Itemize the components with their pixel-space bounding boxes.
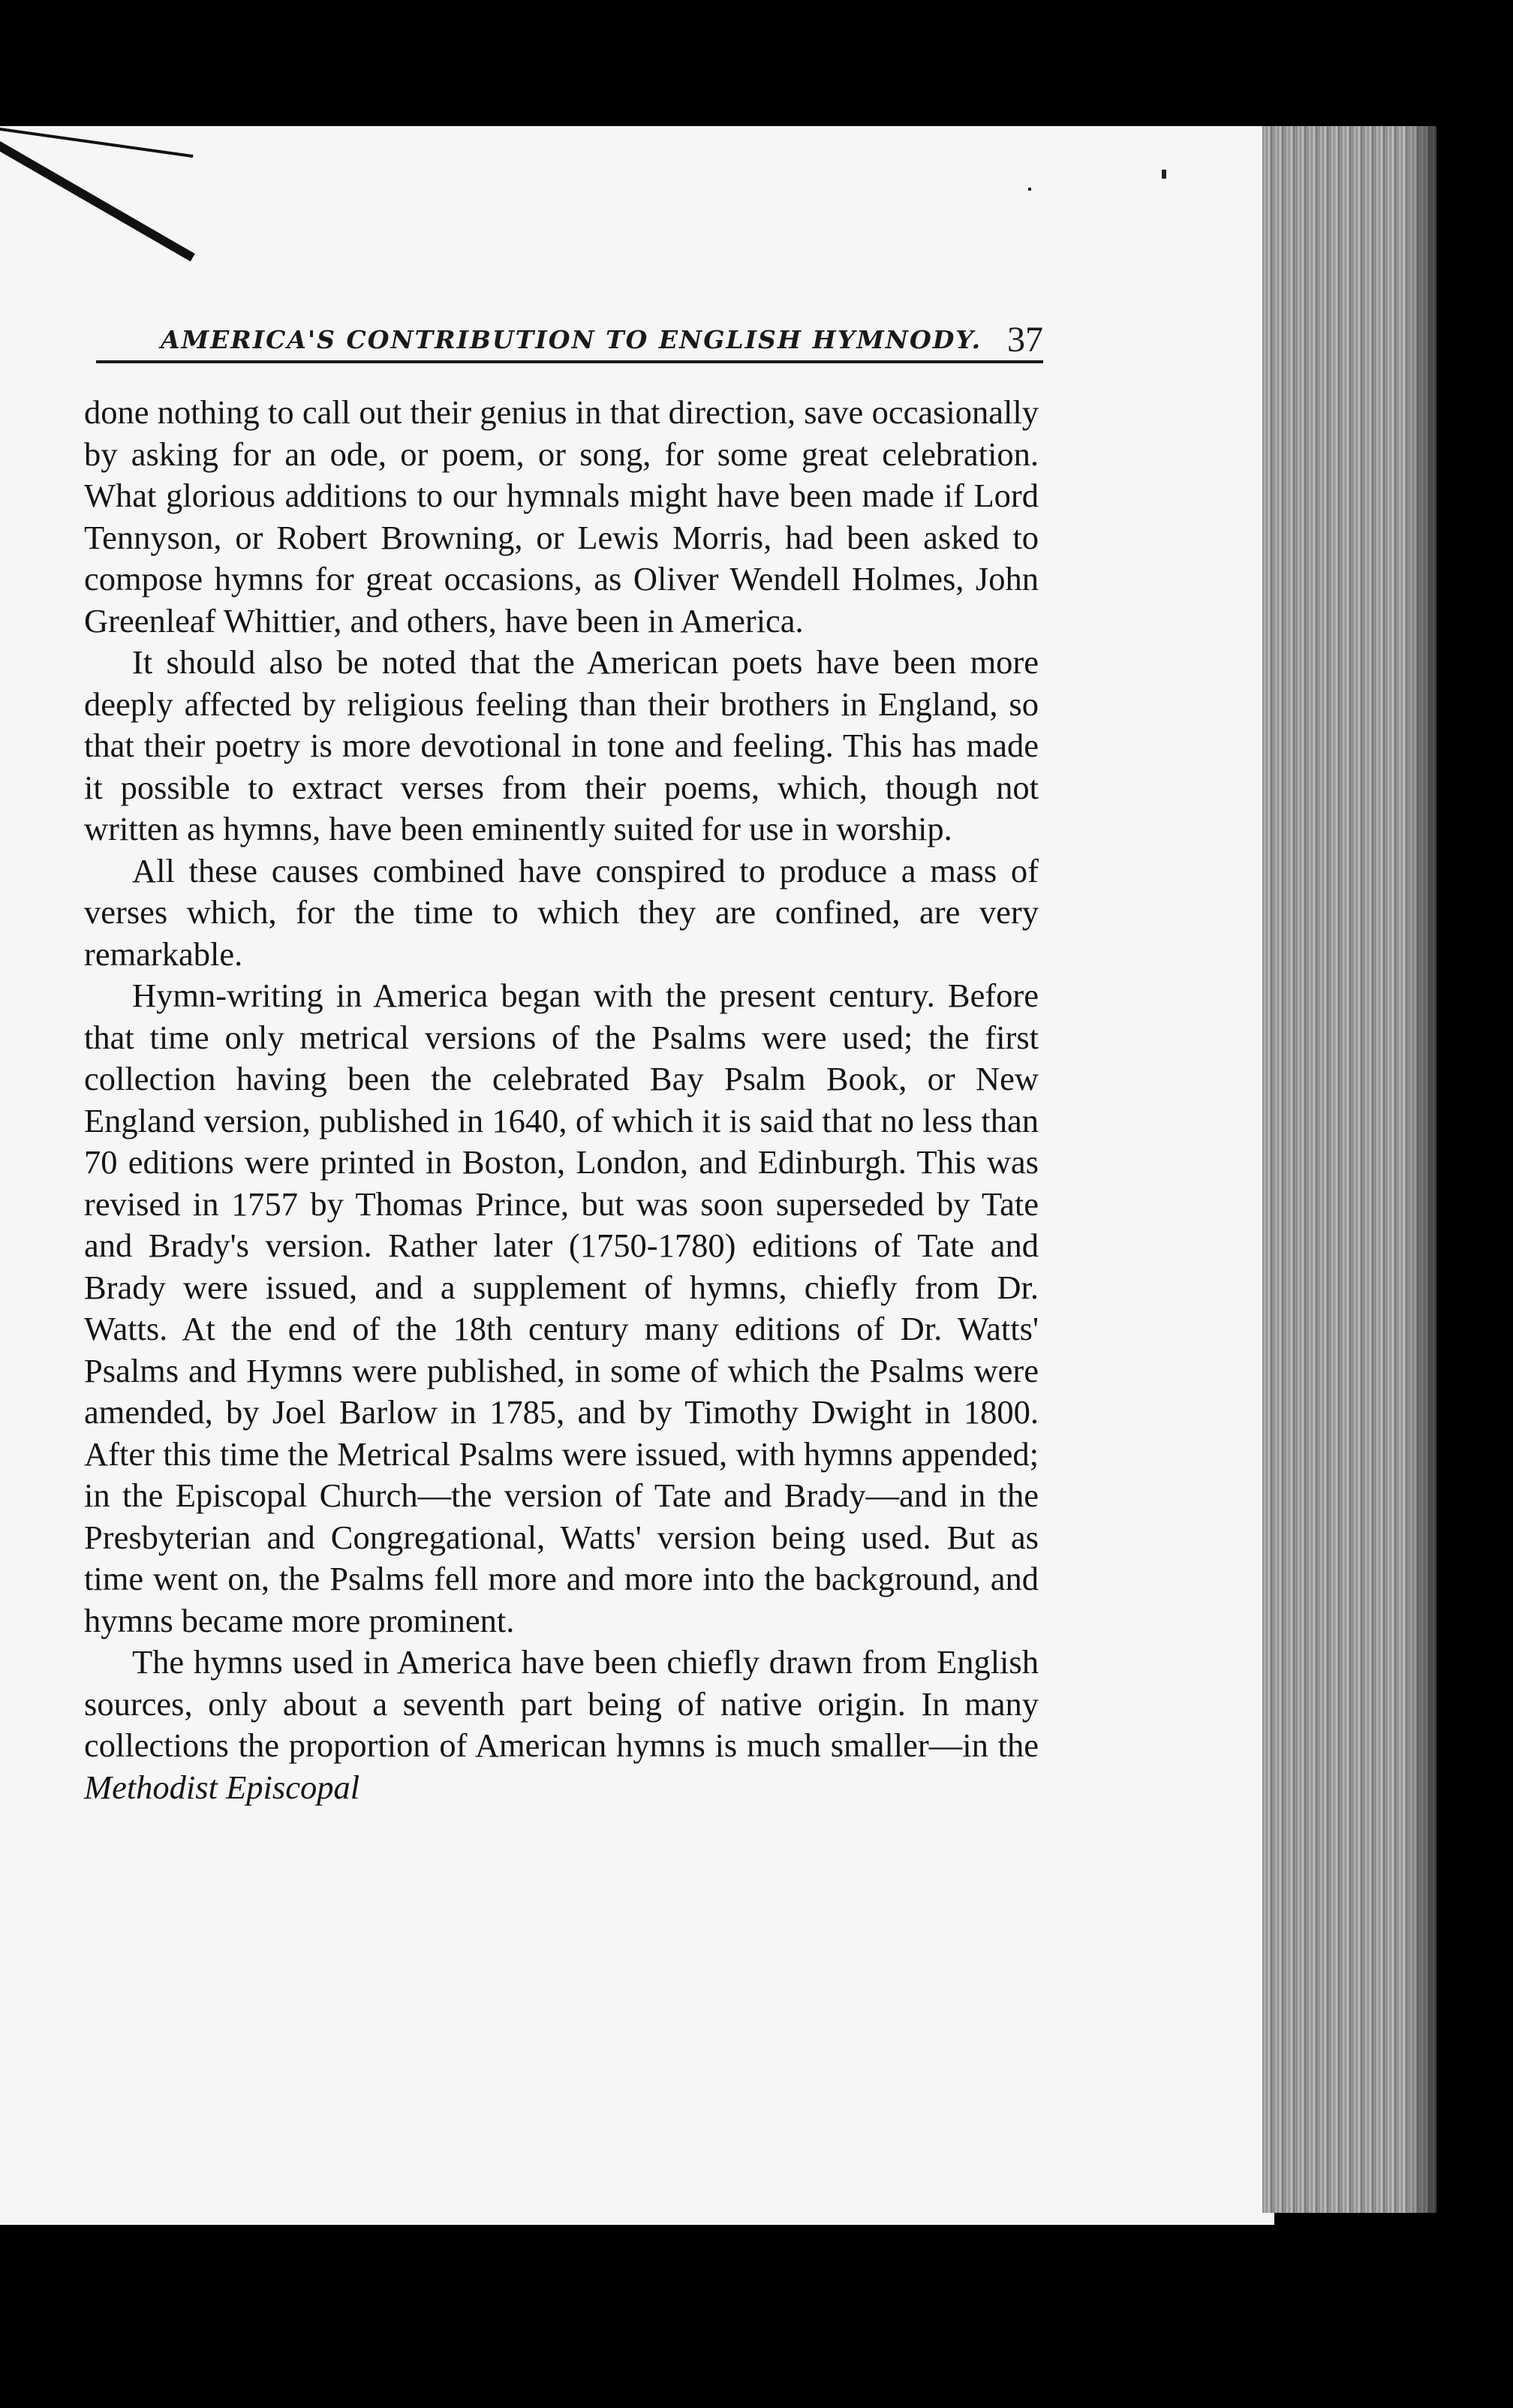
paragraph-5 xyxy=(84,1642,1039,1808)
paragraph-5-italic-tail: Methodist Episcopal xyxy=(84,1768,360,1806)
paragraph-1: done nothing to call out their genius in that direction, save occasionally by asking for an ode, or poem, or song, for some great celebration. What glorious additions to our hymnals might have been made if Lord Tennyson, or Robert Browning, or Lewis Morris, had been asked to compose hymns for great occasions, as Oliver Wendell Holmes, John Greenleaf Whittier, and others, have been in America. xyxy=(84,393,1039,640)
dust-speck xyxy=(1028,188,1031,191)
fold-line xyxy=(0,141,195,261)
body-text xyxy=(84,392,1039,1808)
paragraph-3: All these causes combined have conspired to produce a mass of verses which, for the time to which they are confined, are very remarkable. xyxy=(84,851,1039,973)
paragraph-2: It should also be noted that the American poets have been more deeply affected by religious feeling than their brothers in England, so that their poetry is more devotional in tone and feeling. This has made it possible to extract verses from their poems, which, though not written as hymns, have been eminently suited for use in worship. xyxy=(84,643,1039,847)
page-edges xyxy=(1262,126,1436,2213)
page-number: 37 xyxy=(1007,320,1043,360)
fold-line xyxy=(0,128,193,158)
running-head: AMERICA'S CONTRIBUTION TO ENGLISH HYMNODY. xyxy=(161,325,982,354)
paragraph-5-text: The hymns used in America have been chiefly drawn from English sources, only about a seventh part being of native origin. In many collections the proportion of American hymns is much smaller—in the xyxy=(84,1643,1039,1764)
paragraph-4: Hymn-writing in America began with the present century. Before that time only metrical versions of the Psalms were used; the first collection having been the celebrated Bay Psalm Book, or New England version, published in 1640, of which it is said that no less than 70 editions were printed in Boston, London, and Edinburgh. This was revised in 1757 by Thomas Prince, but was soon superseded by Tate and Brady's version. Rather later (1750-1780) editions of Tate and Brady were issued, and a supplement of hymns, chiefly from Dr. Watts. At the end of the 18th century many editions of Dr. Watts' Psalms and Hymns were published, in some of which the Psalms were amended, by Joel Barlow in 1785, and by Timothy Dwight in 1800. After this time the Metrical Psalms were issued, with hymns appended; in the Episcopal Church—the version of Tate and Brady—and in the Presbyterian and Congregational, Watts' version being used. But as time went on, the Psalms fell more and more into the background, and hymns became more prominent. xyxy=(84,977,1039,1639)
fold-mark xyxy=(0,126,195,276)
dust-speck xyxy=(1162,170,1166,179)
page-header xyxy=(96,309,1043,363)
